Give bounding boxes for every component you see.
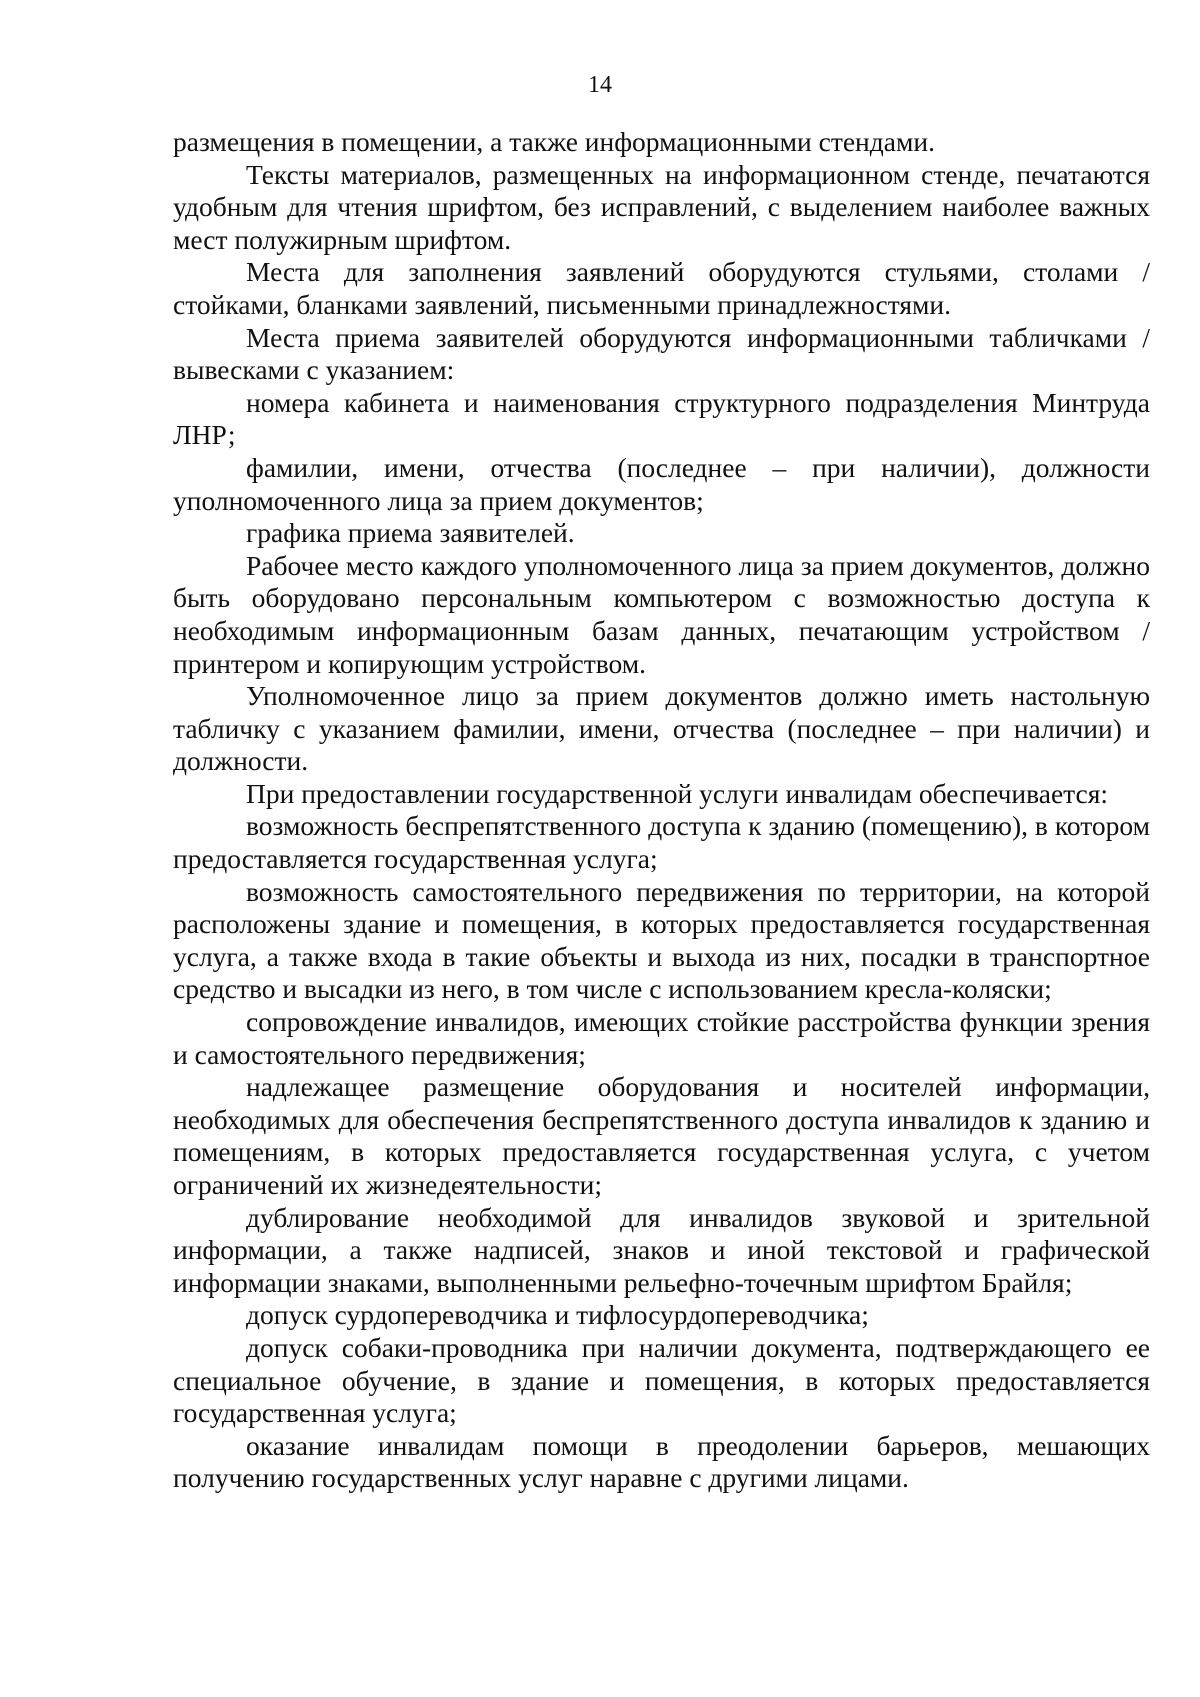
list-item-building-access: возможность беспрепятственного доступа к зданию (помещению), в котором предоставляется государственная услуга; (173, 810, 1150, 875)
paragraph-application-places: Места для заполнения заявлений оборудуются стульями, столами / стойками, бланками заявлений, письменными принадлежностями. (173, 256, 1150, 320)
list-item-official-name: фамилии, имени, отчества (последнее – при наличии), должности уполномоченного лица за прием документов; (173, 451, 1150, 516)
list-item-independent-movement: возможность самостоятельного передвижения по территории, на которой расположены здание и помещения, в которых предоставляется государственная услуга, а также входа в такие объекты и выхода из них, посадки в транспортное средство и высадки из него, в том числе с использованием кресла-коляски; (173, 875, 1150, 1005)
list-item-guide-dog: допуск собаки-проводника при наличии документа, подтверждающего ее специальное обучение, в здание и помещения, в которых предоставляется государственная услуга; (173, 1331, 1150, 1429)
document-body (173, 126, 1150, 1495)
paragraph-continuation: размещения в помещении, а также информационными стендами. (173, 126, 935, 157)
list-item-barrier-assistance: оказание инвалидам помощи в преодолении барьеров, мешающих получению государственных услуг наравне с другими лицами. (173, 1429, 1150, 1494)
list-item-equipment-placement: надлежащее размещение оборудования и носителей информации, необходимых для обеспечения беспрепятственного доступа инвалидов к зданию и помещениям, в которых предоставляется государственная услуга, с учетом ограничений их жизнедеятельности; (173, 1071, 1150, 1200)
paragraph-desk-sign: Уполномоченное лицо за прием документов должно иметь настольную табличку с указанием фамилии, имени, отчества (последнее – при наличии) и должности. (173, 680, 1150, 777)
list-item-information-duplication: дублирование необходимой для инвалидов звуковой и зрительной информации, а также надписей, знаков и иной текстовой и графической информации знаками, выполненными рельефно-точечным шрифтом Брайля; (173, 1201, 1150, 1298)
list-item-reception-schedule: графика приема заявителей. (246, 517, 575, 549)
paragraph-workplace: Рабочее место каждого уполномоченного лица за прием документов, должно быть оборудовано персональным компьютером с возможностью доступа к необходимым информационным базам данных, печатающим устройством / принтером и копирующим устройством. (173, 549, 1150, 679)
list-item-interpreter-admission: допуск сурдопереводчика и тифлосурдопереводчика; (246, 1299, 869, 1331)
page-number: 14 (588, 72, 612, 98)
paragraph-stand-texts: Тексты материалов, размещенных на информационном стенде, печатаются удобным для чтения шрифтом, без исправлений, с выделением наиболее важных мест полужирным шрифтом. (173, 158, 1150, 255)
list-item-cabinet-number: номера кабинета и наименования структурного подразделения Минтруда ЛНР; (173, 386, 1150, 451)
list-item-escort: сопровождение инвалидов, имеющих стойкие расстройства функции зрения и самостоятельного передвижения; (173, 1006, 1150, 1070)
paragraph-reception-places: Места приема заявителей оборудуются информационными табличками / вывесками с указанием: (173, 321, 1150, 386)
paragraph-disability-provisions: При предоставлении государственной услуги инвалидам обеспечивается: (246, 777, 1109, 809)
